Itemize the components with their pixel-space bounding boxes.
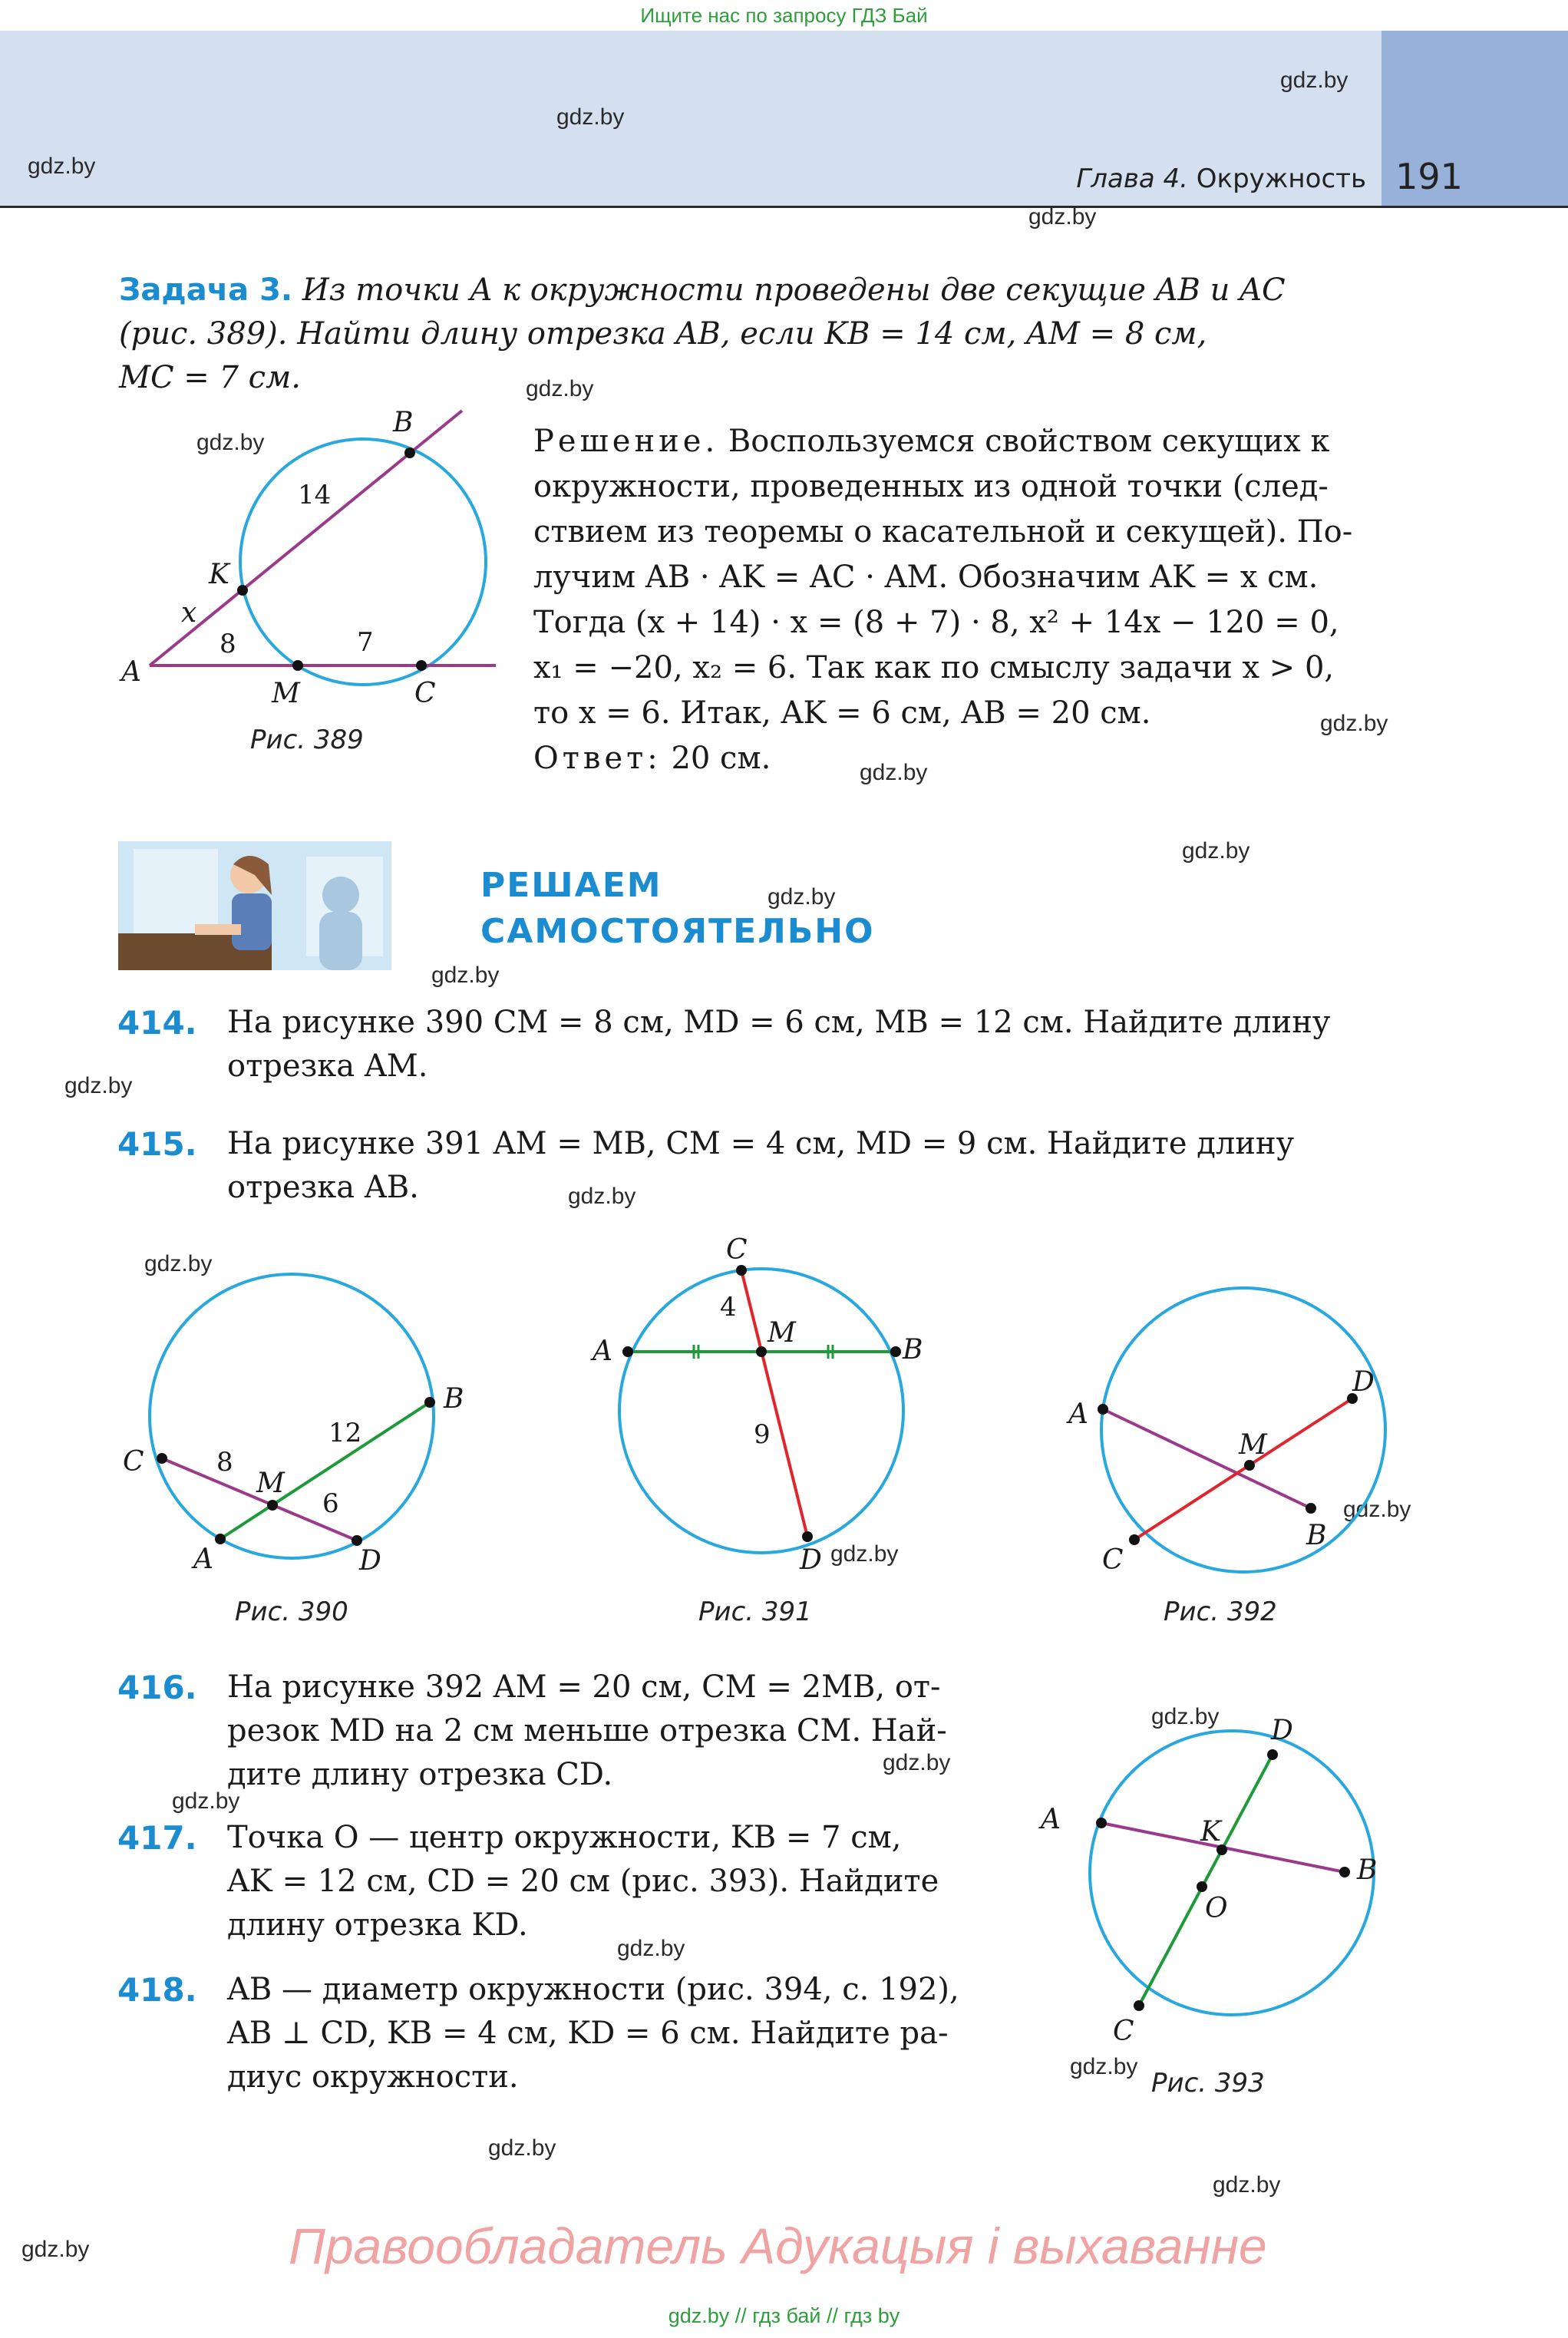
caption-389: Рис. 389: [250, 725, 364, 755]
watermark: gdz.by: [568, 1184, 636, 1209]
label-k: K: [209, 559, 229, 590]
point-c: [1129, 1534, 1140, 1545]
watermark: gdz.by: [1151, 1704, 1220, 1729]
answer-label: Ответ:: [533, 741, 662, 776]
watermark: gdz.by: [1320, 711, 1388, 736]
label-c: C: [726, 1234, 748, 1266]
watermark: gdz.by: [556, 104, 625, 130]
point-b: [404, 447, 415, 458]
figure-390: [115, 1259, 491, 1581]
label-m: M: [767, 1317, 796, 1349]
watermark: gdz.by: [617, 1936, 685, 1961]
label-mb: 12: [328, 1418, 362, 1448]
label-d: D: [1352, 1366, 1375, 1398]
watermark: gdz.by: [1280, 68, 1348, 93]
chord-cd: [1139, 1755, 1273, 2006]
solution-label: Решение.: [533, 424, 719, 459]
point-d: [1267, 1749, 1278, 1760]
point-c: [1134, 2000, 1144, 2011]
watermark: gdz.by: [431, 963, 500, 988]
task3-condition: Задача 3. Из точки A к окружности проведены две секущие AB и AC (рис. 389). Найти длину отрезка AB, если KB = 14 см, AM = 8 см, MC = 7 см.: [119, 272, 1286, 395]
point-d: [352, 1535, 362, 1546]
label-m: M: [1239, 1429, 1267, 1461]
watermark: gdz.by: [1182, 838, 1250, 864]
point-a: [215, 1534, 226, 1544]
point-b: [1339, 1867, 1350, 1877]
top-banner: Ищите нас по запросу ГДЗ Бай: [640, 4, 928, 27]
watermark: gdz.by: [1028, 204, 1097, 230]
label-a: A: [121, 656, 141, 688]
label-d: D: [800, 1544, 822, 1576]
point-b: [890, 1346, 901, 1357]
point-m: [267, 1500, 278, 1511]
point-a: [622, 1346, 633, 1357]
point-b: [1306, 1503, 1316, 1514]
watermark: gdz.by: [767, 884, 836, 910]
label-m: M: [272, 678, 300, 709]
label-b: B: [903, 1334, 923, 1365]
footer-links[interactable]: gdz.by // гдз бай // гдз by: [668, 2304, 900, 2327]
point-b: [424, 1397, 435, 1408]
point-m: [756, 1346, 767, 1357]
chapter-title: Глава 4. Окружность: [1076, 163, 1366, 194]
page-number: 191: [1395, 156, 1463, 197]
label-c: C: [414, 678, 436, 709]
label-o: O: [1205, 1893, 1228, 1924]
watermark: gdz.by: [1343, 1497, 1411, 1522]
header-rule: [0, 206, 1568, 208]
watermark: gdz.by: [21, 2237, 90, 2262]
figure-393: [1028, 1712, 1397, 2049]
caption-392: Рис. 392: [1164, 1597, 1277, 1627]
watermark: gdz.by: [144, 1251, 213, 1276]
figure-392: [1051, 1274, 1397, 1581]
label-cm: 8: [216, 1447, 233, 1478]
label-mc: 7: [357, 627, 374, 658]
point-k: [237, 585, 248, 596]
circle: [1090, 1731, 1374, 2015]
watermark: gdz.by: [526, 376, 594, 401]
publisher-footer: Правообладатель Адукацыя і выхаванне: [289, 2217, 1267, 2274]
circle: [150, 1274, 434, 1558]
watermark: gdz.by: [883, 1750, 951, 1775]
label-d: D: [1271, 1715, 1293, 1746]
figure-389: [107, 391, 522, 752]
watermark: gdz.by: [1070, 2054, 1138, 2079]
label-m: M: [256, 1468, 285, 1499]
label-md: 9: [754, 1419, 771, 1450]
label-am: 8: [220, 629, 236, 659]
label-b: B: [444, 1383, 464, 1415]
label-a: A: [593, 1336, 612, 1367]
label-c: C: [1113, 2016, 1134, 2047]
circle: [619, 1269, 903, 1553]
chord-cd: [1134, 1399, 1352, 1540]
label-c: C: [123, 1446, 144, 1478]
point-c: [416, 660, 427, 671]
point-a: [1098, 1404, 1108, 1415]
student-illustration: [118, 841, 391, 970]
watermark: gdz.by: [488, 2135, 556, 2161]
section-title: РЕШАЕМ САМОСТОЯТЕЛЬНО: [480, 866, 875, 951]
watermark: gdz.by: [860, 760, 928, 785]
label-b: B: [393, 407, 414, 438]
label-a: A: [193, 1544, 213, 1575]
point-o: [1197, 1881, 1207, 1892]
label-md: 6: [322, 1488, 339, 1519]
label-a: A: [1041, 1804, 1061, 1835]
label-b: B: [1306, 1520, 1327, 1551]
label-x: x: [181, 597, 197, 629]
point-d: [802, 1531, 813, 1542]
label-c: C: [1102, 1544, 1124, 1576]
caption-391: Рис. 391: [698, 1597, 812, 1627]
watermark: gdz.by: [196, 430, 265, 455]
chord-cd: [741, 1270, 807, 1537]
label-d: D: [359, 1545, 381, 1577]
point-m: [1244, 1460, 1255, 1471]
label-k: K: [1200, 1816, 1221, 1848]
watermark: gdz.by: [28, 154, 96, 179]
figure-391: [583, 1220, 952, 1581]
watermark: gdz.by: [64, 1073, 133, 1098]
label-kb: 14: [298, 480, 332, 510]
watermark: gdz.by: [1213, 2172, 1281, 2198]
caption-393: Рис. 393: [1151, 2068, 1265, 2099]
task3-solution: Решение. Воспользуемся свойством секущих к окружности, проведенных из одной точки (след- ствием из теоремы о касательной и секущей). По- лучим AB · AK = AC · AM. Обозначим AK = x см. Тогда (x + 14) · x = (8 + 7) · 8, x² + 14x − 120 = 0, x₁ = −20, x₂ = 6. Так как по смыслу задачи x > 0, то x = 6. Итак, AK = 6 см, AB = 20 см. Ответ: 20 см.: [533, 424, 1353, 776]
watermark: gdz.by: [830, 1541, 899, 1567]
caption-390: Рис. 390: [235, 1597, 348, 1627]
task3-title: Задача 3.: [119, 272, 293, 308]
label-b: B: [1357, 1854, 1378, 1886]
label-a: A: [1068, 1399, 1088, 1430]
point-m: [292, 660, 303, 671]
point-a: [1096, 1818, 1107, 1828]
label-cm: 4: [720, 1292, 737, 1323]
point-c: [157, 1453, 167, 1464]
watermark: gdz.by: [172, 1788, 240, 1814]
point-c: [736, 1265, 747, 1276]
